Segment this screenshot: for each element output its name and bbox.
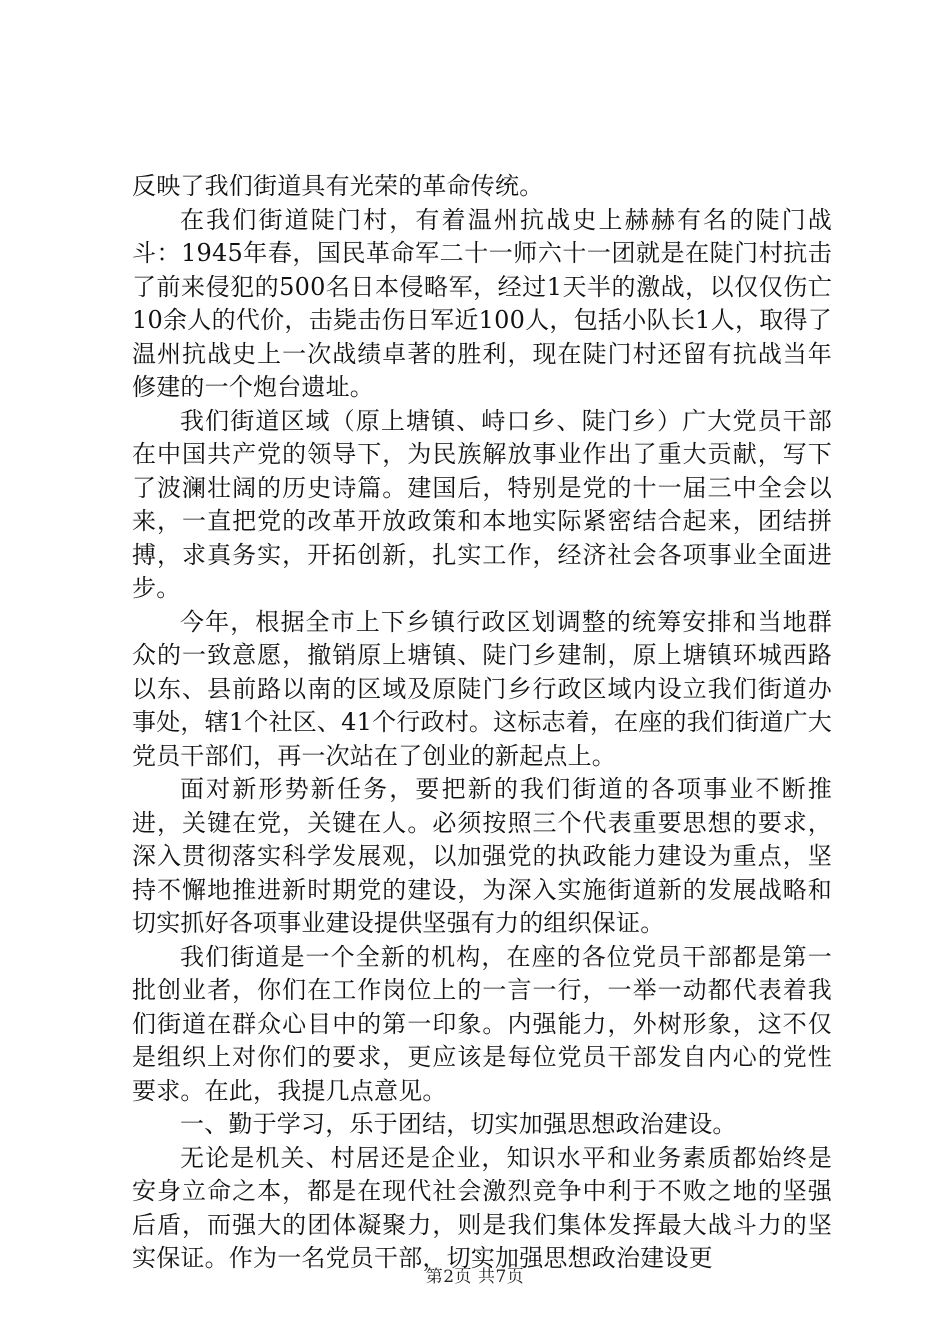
- paragraph-1: 反映了我们街道具有光荣的革命传统。: [132, 172, 544, 200]
- paragraph-6: 我们街道是一个全新的机构，在座的各位党员干部都是第一批创业者，你们在工作岗位上的一言一行，一举一动都代表着我们街道在群众心目中的第一印象。内强能力，外树形象，这不仅是组织上对你们的要求，更应该是每位党员干部发自内心的党性要求。在此，我提几点意见。: [132, 942, 832, 1105]
- paragraph-2: 在我们街道陡门村，有着温州抗战史上赫赫有名的陡门战斗：1945年春，国民革命军二十一师六十一团就是在陡门村抗击了前来侵犯的500名日本侵略军，经过1天半的激战，以仅仅伤亡10余人的代价，击毙击伤日军近100人，包括小队长1人，取得了温州抗战史上一次战绩卓著的胜利，现在陡门村还留有抗战当年修建的一个炮台遗址。: [132, 205, 832, 401]
- page-number-footer: 第2页 共7页: [425, 1267, 525, 1287]
- document-body: [132, 170, 832, 1276]
- section-heading: 一、勤于学习，乐于团结，切实加强思想政治建设。: [180, 1110, 737, 1138]
- paragraph-4: 今年，根据全市上下乡镇行政区划调整的统筹安排和当地群众的一致意愿，撤销原上塘镇、陡门乡建制，原上塘镇环城西路以东、县前路以南的区域及原陡门乡行政区域内设立我们街道办事处，辖1个社区、41个行政村。这标志着，在座的我们街道广大党员干部们，再一次站在了创业的新起点上。: [132, 607, 832, 770]
- paragraph-5: 面对新形势新任务，要把新的我们街道的各项事业不断推进，关键在党，关键在人。必须按照三个代表重要思想的要求，深入贯彻落实科学发展观，以加强党的执政能力建设为重点，坚持不懈地推进新时期党的建设，为深入实施街道新的发展战略和切实抓好各项事业建设提供坚强有力的组织保证。: [132, 775, 832, 937]
- paragraph-8: 无论是机关、村居还是企业，知识水平和业务素质都始终是安身立命之本，都是在现代社会激烈竞争中利于不败之地的坚强后盾，而强大的团体凝聚力，则是我们集体发挥最大战斗力的坚实保证。作为一名党员干部，切实加强思想政治建设更: [132, 1143, 832, 1272]
- paragraph-3: 我们街道区域（原上塘镇、峙口乡、陡门乡）广大党员干部在中国共产党的领导下，为民族解放事业作出了重大贡献，写下了波澜壮阔的历史诗篇。建国后，特别是党的十一届三中全会以来，一直把党的改革开放政策和本地实际紧密结合起来，团结拼搏，求真务实，开拓创新，扎实工作，经济社会各项事业全面进步。: [132, 406, 832, 602]
